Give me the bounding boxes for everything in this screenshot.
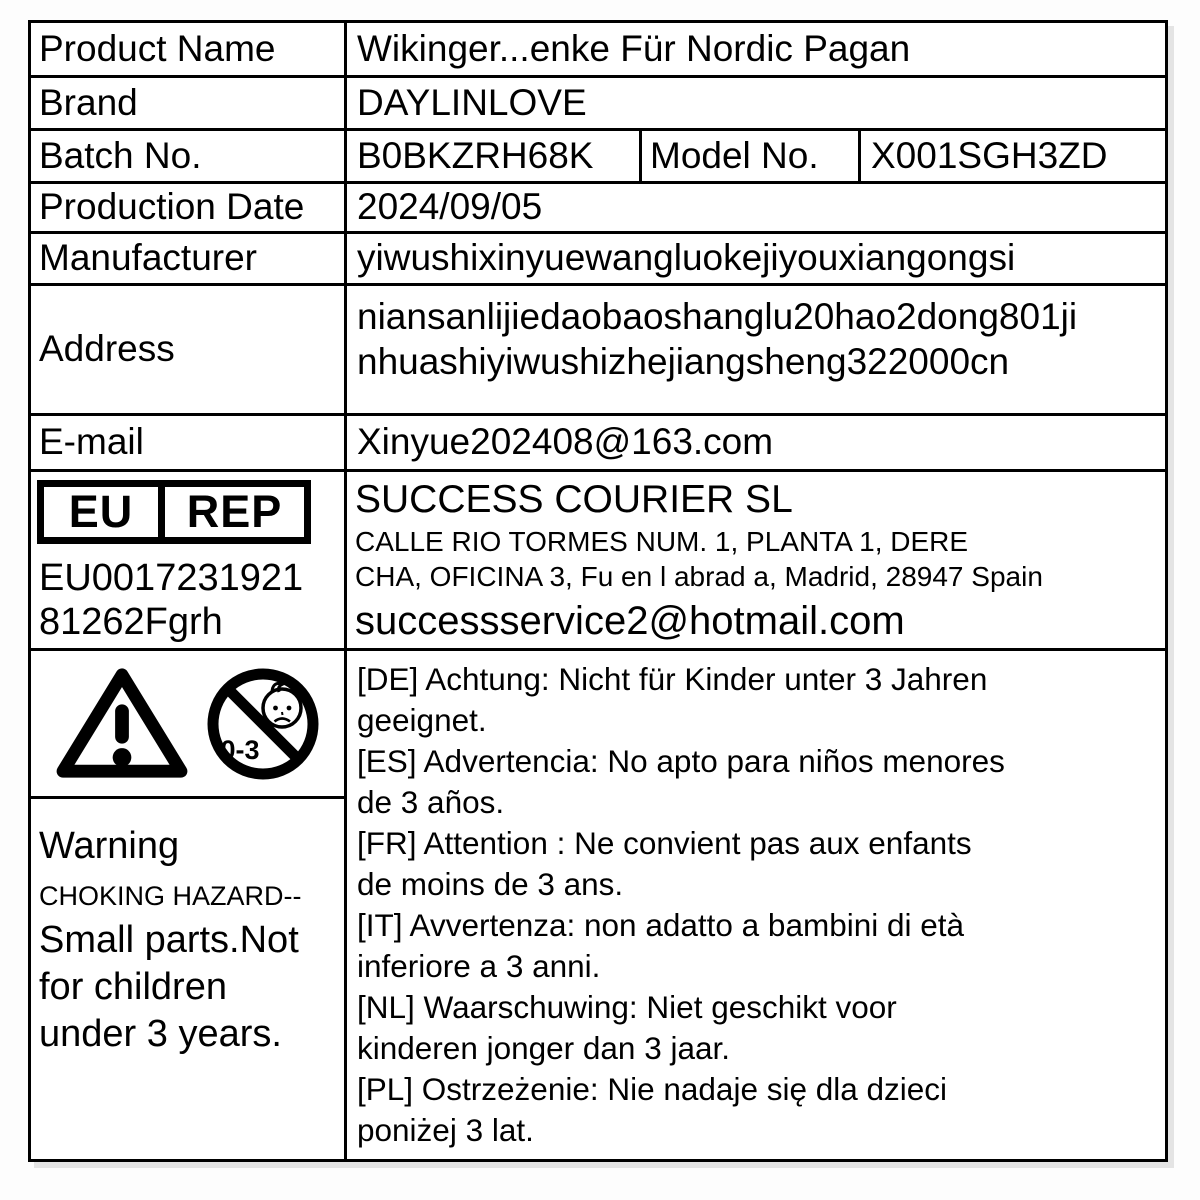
row-product-name (31, 23, 1165, 78)
warning-body (39, 917, 336, 1058)
warning-es (357, 741, 1155, 823)
row-email (31, 416, 1165, 472)
batch-label: Batch No. (31, 131, 347, 181)
warning-nl-line-2: kinderen jonger dan 3 jaar. (357, 1030, 731, 1067)
warning-icons (31, 651, 344, 799)
eu-rep-company: SUCCESS COURIER SL (355, 478, 793, 522)
batch-value: B0BKZRH68K (347, 131, 642, 181)
eu-rep-address-line-2: CHA, OFICINA 3, Fu en l abrad a, Madrid, 28947 Spain (355, 561, 1043, 593)
production-date-value: 2024/09/05 (357, 186, 543, 228)
warning-body-line-1: Small parts.Not (39, 919, 299, 962)
model-label: Model No. (642, 131, 861, 181)
eu-rep-details (347, 472, 1165, 648)
warning-fr-line-2: de moins de 3 ans. (357, 866, 624, 903)
warning-nl (357, 987, 1155, 1069)
row-manufacturer (31, 234, 1165, 286)
warning-text-block (31, 799, 344, 1159)
row-address (31, 286, 1165, 416)
warning-it-line-2: inferiore a 3 anni. (357, 948, 601, 985)
eu-rep-number (37, 556, 338, 644)
manufacturer-value: yiwushixinyuewangluokejiyouxiangongsi (357, 237, 1016, 279)
email-label: E-mail (31, 416, 347, 469)
product-name-value: Wikinger...enke Für Nordic Pagan (357, 28, 911, 70)
warning-es-line-1: [ES] Advertencia: No apto para niños menores (357, 743, 1005, 780)
warning-it-line-1: [IT] Avvertenza: non adatto a bambini di età (357, 907, 965, 944)
model-value: X001SGH3ZD (871, 134, 1108, 176)
warning-de (357, 659, 1155, 741)
eu-rep-badge-icon (37, 480, 311, 544)
row-brand (31, 78, 1165, 130)
warning-pl-line-1: [PL] Ostrzeżenie: Nie nadaje się dla dzieci (357, 1071, 948, 1108)
warning-heading: Warning (39, 825, 180, 868)
address-line-1: niansanlijiedaobaoshanglu20hao2dong801ji (357, 295, 1078, 337)
production-date-label: Production Date (31, 184, 347, 230)
multilanguage-warnings (347, 651, 1165, 1159)
age-restriction-0-3-icon (202, 663, 324, 785)
eu-rep-cell (31, 472, 347, 648)
manufacturer-label: Manufacturer (31, 234, 347, 283)
address-line-2: nhuashiyiwushizhejiangsheng322000cn (357, 340, 1010, 382)
brand-value: DAYLINLOVE (357, 81, 587, 123)
row-eu-rep (31, 472, 1165, 651)
warning-de-line-1: [DE] Achtung: Nicht für Kinder unter 3 Jahren (357, 661, 988, 698)
eu-rep-number-line-2: 81262Fgrh (39, 601, 223, 644)
eu-rep-badge-eu: EU (68, 486, 134, 538)
email-value: Xinyue202408@163.com (357, 421, 774, 463)
warning-left-column (31, 651, 347, 1159)
eu-rep-email: successservice2@hotmail.com (355, 599, 905, 644)
eu-rep-number-line-1: EU0017231921 (39, 557, 304, 600)
address-value (347, 286, 1165, 413)
brand-label: Brand (31, 78, 347, 127)
warning-es-line-2: de 3 años. (357, 784, 505, 821)
row-production-date (31, 184, 1165, 233)
warning-body-line-3: under 3 years. (39, 1013, 282, 1056)
eu-rep-badge-divider (158, 487, 165, 537)
product-name-label: Product Name (31, 23, 347, 75)
warning-pl-line-2: poniżej 3 lat. (357, 1112, 534, 1149)
row-warning (31, 651, 1165, 1159)
warning-fr-line-1: [FR] Attention : Ne convient pas aux enfants (357, 825, 972, 862)
warning-pl (357, 1069, 1155, 1151)
warning-triangle-icon (52, 665, 192, 783)
choking-hazard-line: CHOKING HAZARD-- (39, 881, 302, 912)
warning-nl-line-1: [NL] Waarschuwing: Niet geschikt voor (357, 989, 897, 1026)
warning-fr (357, 823, 1155, 905)
address-label: Address (31, 286, 347, 413)
age-range-text: 0-3 (219, 734, 260, 765)
label-table (28, 20, 1168, 1162)
eu-rep-badge-rep: REP (186, 486, 283, 538)
warning-it (357, 905, 1155, 987)
row-batch-model (31, 131, 1165, 184)
warning-body-line-2: for children (39, 966, 227, 1009)
eu-rep-address-line-1: CALLE RIO TORMES NUM. 1, PLANTA 1, DERE (355, 526, 969, 558)
warning-de-line-2: geeignet. (357, 702, 487, 739)
